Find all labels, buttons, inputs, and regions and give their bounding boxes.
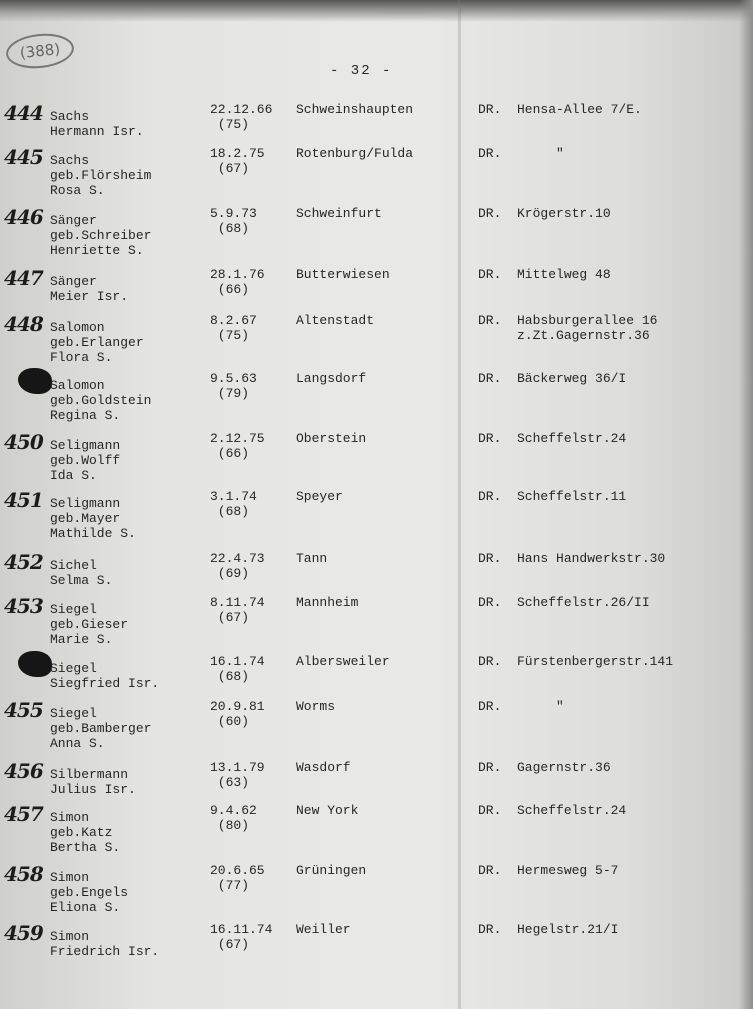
entry-number: 455	[4, 698, 43, 722]
entry-birthplace: Albersweiler	[296, 654, 390, 669]
entry-number: 451	[4, 488, 43, 512]
list-entry	[0, 371, 753, 438]
entry-birthdate: 5.9.73 (68)	[210, 206, 257, 236]
entry-birthplace: Worms	[296, 699, 336, 714]
entry-name: Simon Friedrich Isr.	[50, 929, 160, 959]
entry-address: DR. Scheffelstr.11	[478, 489, 627, 504]
entry-birthplace: Tann	[296, 551, 328, 566]
entry-number: 453	[4, 594, 43, 618]
entry-birthplace: Langsdorf	[296, 371, 367, 386]
archive-stamp: (388)	[4, 31, 75, 72]
entry-number: 457	[4, 802, 43, 826]
list-entry	[0, 145, 753, 213]
entry-birthplace: Schweinfurt	[296, 206, 382, 221]
entry-name: Sänger geb.Schreiber Henriette S.	[50, 213, 152, 258]
entry-birthplace: Weiller	[296, 922, 351, 937]
entry-address: DR. "	[478, 146, 564, 161]
entry-birthdate: 18.2.75 (67)	[210, 146, 265, 176]
entry-birthplace: Schweinshaupten	[296, 102, 414, 117]
entry-name: Siegel Siegfried Isr.	[50, 661, 160, 691]
entry-number: 450	[4, 430, 43, 454]
entry-name: Sänger Meier Isr.	[50, 274, 129, 304]
entry-name: Simon geb.Katz Bertha S.	[50, 810, 121, 855]
entry-address: DR. Habsburgerallee 16 z.Zt.Gagernstr.36	[478, 313, 658, 343]
entry-birthplace: Butterwiesen	[296, 267, 390, 282]
entry-name: Sachs Hermann Isr.	[50, 109, 144, 139]
entry-number: 459	[4, 921, 43, 945]
entry-birthdate: 22.4.73 (69)	[210, 551, 265, 581]
entry-address: DR. Hensa-Allee 7/E.	[478, 102, 642, 117]
entry-address: DR. Fürstenbergerstr.141	[478, 654, 674, 669]
entry-birthplace: Grüningen	[296, 863, 367, 878]
entry-name: Seligmann geb.Mayer Mathilde S.	[50, 496, 136, 541]
entry-birthdate: 13.1.79 (63)	[210, 760, 265, 790]
entry-number: 452	[4, 550, 43, 574]
entry-address: DR. "	[478, 699, 564, 714]
ink-blot-over-number	[18, 651, 52, 677]
entry-birthplace: Rotenburg/Fulda	[296, 146, 414, 161]
entry-birthplace: Oberstein	[296, 431, 367, 446]
entry-birthdate: 9.4.62 (80)	[210, 803, 257, 833]
entry-name: Siegel geb.Bamberger Anna S.	[50, 706, 152, 751]
entry-name: Silbermann Julius Isr.	[50, 767, 136, 797]
list-entry	[0, 921, 753, 989]
entry-name: Sachs geb.Flörsheim Rosa S.	[50, 153, 152, 198]
entry-birthplace: Altenstadt	[296, 313, 375, 328]
entry-birthdate: 16.1.74 (68)	[210, 654, 265, 684]
entry-number: 458	[4, 862, 43, 886]
list-entry	[0, 488, 753, 556]
entry-birthdate: 20.9.81 (60)	[210, 699, 265, 729]
entry-name: Seligmann geb.Wolff Ida S.	[50, 438, 121, 483]
page-number: - 32 -	[330, 63, 393, 79]
entry-birthdate: 16.11.74 (67)	[210, 922, 273, 952]
entry-birthplace: Mannheim	[296, 595, 359, 610]
entry-birthplace: New York	[296, 803, 359, 818]
entry-number: 446	[4, 205, 43, 229]
entry-name: Simon geb.Engels Eliona S.	[50, 870, 129, 915]
entry-name: Salomon geb.Erlanger Flora S.	[50, 320, 144, 365]
entry-birthdate: 20.6.65 (77)	[210, 863, 265, 893]
entry-address: DR. Mittelweg 48	[478, 267, 611, 282]
entry-address: DR. Krögerstr.10	[478, 206, 611, 221]
list-entry	[0, 862, 753, 930]
entry-name: Sichel Selma S.	[50, 558, 113, 588]
list-entry	[0, 802, 753, 870]
entry-birthdate: 8.11.74 (67)	[210, 595, 265, 625]
entry-birthdate: 22.12.66 (75)	[210, 102, 273, 132]
entry-birthdate: 3.1.74 (68)	[210, 489, 257, 519]
entry-birthplace: Speyer	[296, 489, 343, 504]
entry-birthdate: 8.2.67 (75)	[210, 313, 257, 343]
entry-birthdate: 9.5.63 (79)	[210, 371, 257, 401]
entry-number: 447	[4, 266, 43, 290]
ink-blot-over-number	[18, 368, 52, 394]
entry-birthdate: 28.1.76 (66)	[210, 267, 265, 297]
list-entry	[0, 594, 753, 662]
entry-birthdate: 2.12.75 (66)	[210, 431, 265, 461]
scan-top-edge	[0, 0, 753, 22]
entry-address: DR. Scheffelstr.24	[478, 803, 627, 818]
entry-number: 444	[4, 101, 43, 125]
entry-address: DR. Hans Handwerkstr.30	[478, 551, 666, 566]
list-entry	[0, 698, 753, 766]
entry-birthplace: Wasdorf	[296, 760, 351, 775]
entry-number: 448	[4, 312, 43, 336]
entry-address: DR. Scheffelstr.26/II	[478, 595, 650, 610]
entry-address: DR. Bäckerweg 36/I	[478, 371, 627, 386]
entry-number: 456	[4, 759, 43, 783]
entry-address: DR. Hegelstr.21/I	[478, 922, 619, 937]
entry-name: Salomon geb.Goldstein Regina S.	[50, 378, 152, 423]
entry-name: Siegel geb.Gieser Marie S.	[50, 602, 129, 647]
entry-address: DR. Scheffelstr.24	[478, 431, 627, 446]
entry-number: 445	[4, 145, 43, 169]
list-entry	[0, 205, 753, 273]
entry-address: DR. Gagernstr.36	[478, 760, 611, 775]
entry-address: DR. Hermesweg 5-7	[478, 863, 619, 878]
